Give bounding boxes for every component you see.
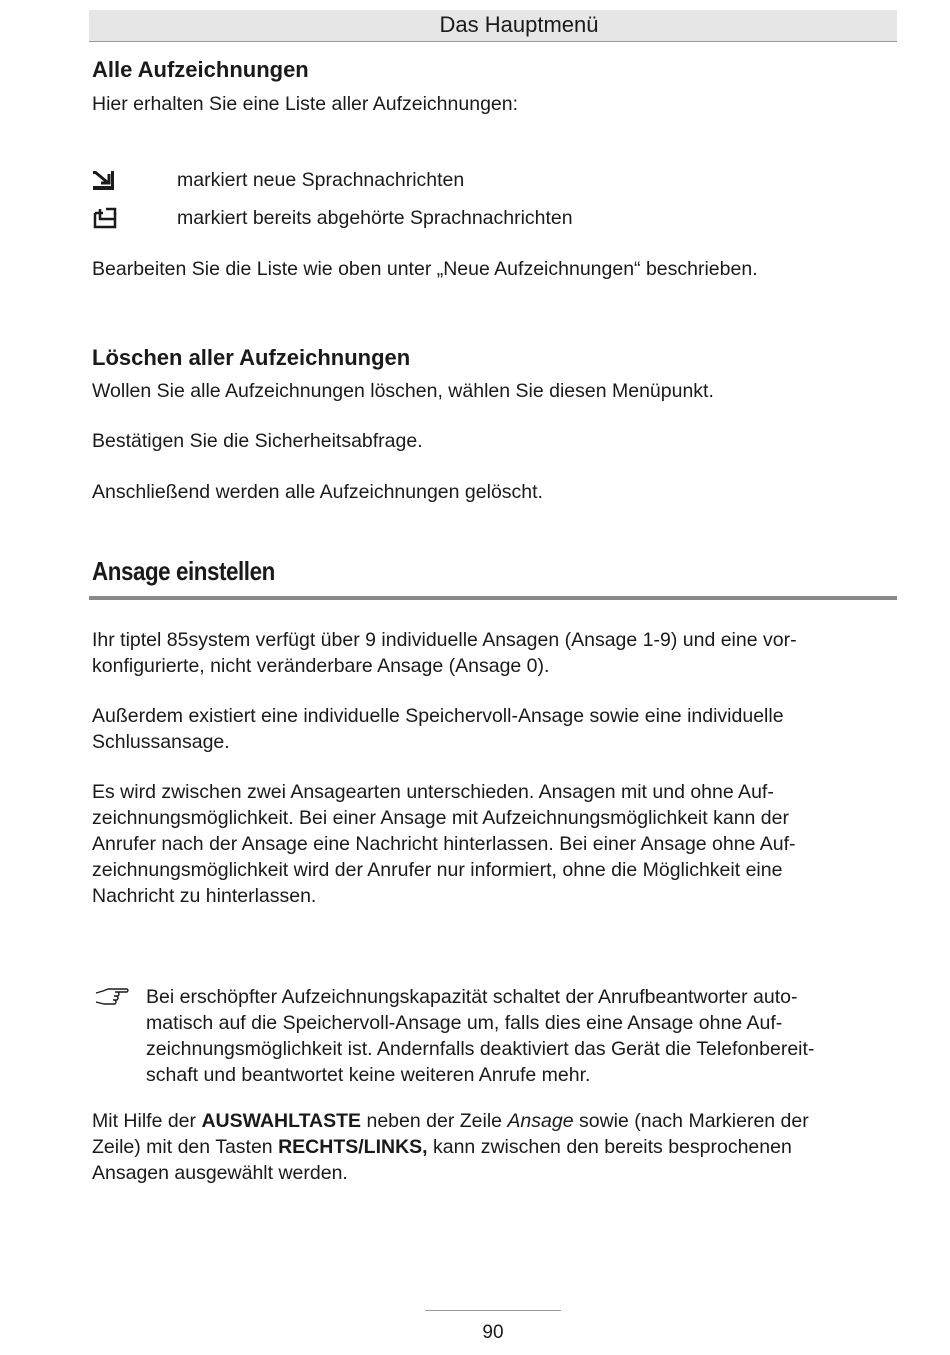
text-line xyxy=(92,1108,882,1134)
key-select-label: AUSWAHLTASTE xyxy=(201,1110,362,1132)
heading-delete-all: Löschen aller Aufzeichnungen xyxy=(92,345,411,370)
text-line: Ihr tiptel 85system verfügt über 9 individuelle Ansagen (Ansage 1-9) und eine vor- xyxy=(92,629,797,651)
text-span: kann zwischen den bereits besprochenen xyxy=(427,1136,792,1158)
new-message-icon xyxy=(92,169,118,191)
text-line: zeichnungsmöglichkeit wird der Anrufer nur informiert, ohne die Möglichkeit eine xyxy=(92,859,783,881)
text-line: Anrufer nach der Ansage eine Nachricht hinterlassen. Bei einer Ansage ohne Auf- xyxy=(92,833,796,855)
legend-text-new: markiert neue Sprachnachrichten xyxy=(177,169,465,191)
note-paragraph xyxy=(146,984,891,1088)
legend-text-heard: markiert bereits abgehörte Sprachnachrichten xyxy=(177,207,573,229)
announcement-paragraph-2 xyxy=(92,703,882,755)
text-line: Es wird zwischen zwei Ansagearten unterschieden. Ansagen mit und ohne Auf- xyxy=(92,781,774,803)
announcement-paragraph-4 xyxy=(92,1108,882,1186)
delete-paragraph-2: Bestätigen Sie die Sicherheitsabfrage. xyxy=(92,430,423,452)
text-line: Nachricht zu hinterlassen. xyxy=(92,885,317,907)
pointing-hand-icon xyxy=(94,986,130,1008)
heard-message-icon xyxy=(92,207,118,229)
text-line: konfigurierte, nicht veränderbare Ansage (Ansage 0). xyxy=(92,655,550,677)
heading-all-recordings: Alle Aufzeichnungen xyxy=(92,57,309,82)
announcement-paragraph-3 xyxy=(92,779,882,909)
heading-rule xyxy=(89,596,897,600)
announcement-paragraph-1 xyxy=(92,627,882,679)
text-span: sowie (nach Markieren der xyxy=(573,1110,809,1132)
edit-note: Bearbeiten Sie die Liste wie oben unter „Neue Aufzeichnungen“ beschrieben. xyxy=(92,258,758,280)
intro-text: Hier erhalten Sie eine Liste aller Aufzeichnungen: xyxy=(92,93,519,115)
delete-paragraph-1: Wollen Sie alle Aufzeichnungen löschen, wählen Sie diesen Menüpunkt. xyxy=(92,380,714,402)
text-line: Bei erschöpfter Aufzeichnungskapazität schaltet der Anrufbeantworter auto- xyxy=(146,986,798,1008)
key-right-left-label: RECHTS/LINKS, xyxy=(278,1136,428,1158)
menu-line-label: Ansage xyxy=(507,1110,574,1132)
text-span: Mit Hilfe der xyxy=(92,1110,202,1132)
text-line: matisch auf die Speichervoll-Ansage um, falls dies eine Ansage ohne Auf- xyxy=(146,1012,783,1034)
header-title: Das Hauptmenü xyxy=(439,12,599,37)
text-line: zeichnungsmöglichkeit. Bei einer Ansage mit Aufzeichnungsmöglichkeit kann der xyxy=(92,807,789,829)
text-line xyxy=(92,1134,882,1160)
text-line: Ansagen ausgewählt werden. xyxy=(92,1162,348,1184)
text-line: Außerdem existiert eine individuelle Speichervoll-Ansage sowie eine individuelle xyxy=(92,705,784,727)
heading-announcement: Ansage einstellen xyxy=(92,556,275,586)
text-span: neben der Zeile xyxy=(361,1110,508,1132)
footer-rule xyxy=(425,1310,561,1311)
page-number: 90 xyxy=(482,1322,504,1343)
text-line: schaft und beantwortet keine weiteren Anrufe mehr. xyxy=(146,1064,591,1086)
text-line: zeichnungsmöglichkeit ist. Andernfalls deaktiviert das Gerät die Telefonbereit- xyxy=(146,1038,815,1060)
text-line: Schlussansage. xyxy=(92,731,230,753)
text-span: Zeile) mit den Tasten xyxy=(92,1136,279,1158)
delete-paragraph-3: Anschließend werden alle Aufzeichnungen gelöscht. xyxy=(92,481,543,503)
